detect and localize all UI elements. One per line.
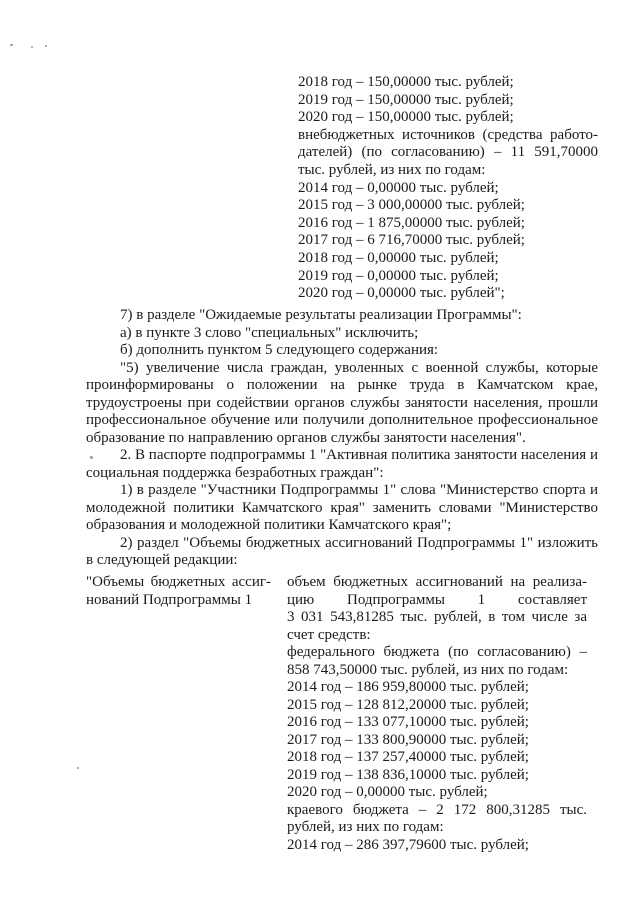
table-left-cell — [86, 574, 271, 609]
budget-sources-continuation — [298, 74, 598, 303]
text-line: 2019 год – 0,00000 тыс. рублей; — [298, 267, 499, 284]
scan-speck — [45, 45, 47, 47]
document-body — [86, 307, 598, 570]
text-line: федерального бюджета (по согласованию) – — [287, 644, 587, 660]
text-line: 2016 год – 133 077,10000 тыс. рублей; — [287, 714, 529, 730]
scan-speck — [77, 767, 79, 769]
text-line: краевого бюджета – 2 172 800,31285 тыс. — [287, 801, 587, 818]
text-line: 2014 год – 286 397,79600 тыс. рублей; — [287, 836, 529, 853]
text-line: тыс. рублей, из них по годам: — [298, 161, 486, 178]
text-line: 3 031 543,81285 тыс. рублей, в том числе за — [287, 609, 587, 625]
table-right-cell — [287, 574, 587, 854]
paragraph-participants: 1) в разделе "Участники Подпрограммы 1" слова "Министерство спорта и молодежной политики Камчатского края" заменить словами "Министерство образования и молодежной политики Камчатского края"; — [86, 482, 598, 533]
scan-speck — [31, 46, 33, 48]
text-line: счет средств: — [287, 626, 371, 643]
text-line: 2017 год – 6 716,70000 тыс. рублей; — [298, 232, 525, 249]
text-line: 2017 год – 133 800,90000 тыс. рублей; — [287, 731, 529, 748]
text-line: 2018 год – 0,00000 тыс. рублей; — [298, 249, 499, 266]
text-line: объем бюджетных ассигнований на реализа- — [287, 574, 587, 590]
text-line: дателей) (по согласованию) – 11 591,70000 — [298, 144, 598, 161]
paragraph-item-a: а) в пункте 3 слово "специальных" исключить; — [120, 324, 419, 341]
paragraph-point-5: "5) увеличение числа граждан, уволенных с военной службы, которые проинформированы о положении на рынке труда в Камчатском крае, трудоустроены при содействии органов службы занятости населения, прошли профессиональное обучение или получили дополнительное профессиональное образование по направлению органов службы занятости населения". — [86, 359, 598, 446]
scan-speck — [10, 44, 13, 46]
text-line: 2016 год – 1 875,00000 тыс. рублей; — [298, 214, 525, 231]
paragraph-expected-results: 7) в разделе "Ожидаемые результаты реализации Программы": — [120, 307, 522, 323]
text-line: 2018 год – 137 257,40000 тыс. рублей; — [287, 749, 529, 765]
text-line: 2020 год – 150,00000 тыс. рублей; — [298, 109, 514, 126]
text-line: 2018 год – 150,00000 тыс. рублей; — [298, 74, 514, 90]
text-line: 2019 год – 138 836,10000 тыс. рублей; — [287, 766, 529, 783]
text-line: 2020 год – 0,00000 тыс. рублей; — [287, 784, 488, 800]
text-line: 2015 год – 3 000,00000 тыс. рублей; — [298, 197, 525, 214]
text-line: 2019 год – 150,00000 тыс. рублей; — [298, 91, 514, 108]
text-line: нований Подпрограммы 1 — [86, 591, 253, 608]
text-line: внебюджетных источников (средства работо- — [298, 126, 598, 143]
paragraph-section-2: 2. В паспорте подпрограммы 1 "Активная политика занятости населения и социальная поддержка безработных граждан": — [86, 447, 598, 481]
paragraph-budget-section: 2) раздел "Объемы бюджетных ассигнований Подпрограммы 1" изложить в следующей редакции: — [86, 534, 598, 568]
text-line: рублей, из них по годам: — [287, 819, 444, 835]
text-line: цию Подпрограммы 1 составляет — [287, 591, 587, 608]
text-line: 2020 год – 0,00000 тыс. рублей"; — [298, 285, 505, 302]
text-line: "Объемы бюджетных ассиг- — [86, 574, 271, 590]
text-line: 2014 год – 0,00000 тыс. рублей; — [298, 179, 499, 196]
text-line: 858 743,50000 тыс. рублей, из них по годам: — [287, 661, 569, 678]
text-line: 2015 год – 128 812,20000 тыс. рублей; — [287, 696, 529, 713]
paragraph-item-b: б) дополнить пунктом 5 следующего содержания: — [120, 342, 439, 358]
text-line: 2014 год – 186 959,80000 тыс. рублей; — [287, 679, 529, 695]
